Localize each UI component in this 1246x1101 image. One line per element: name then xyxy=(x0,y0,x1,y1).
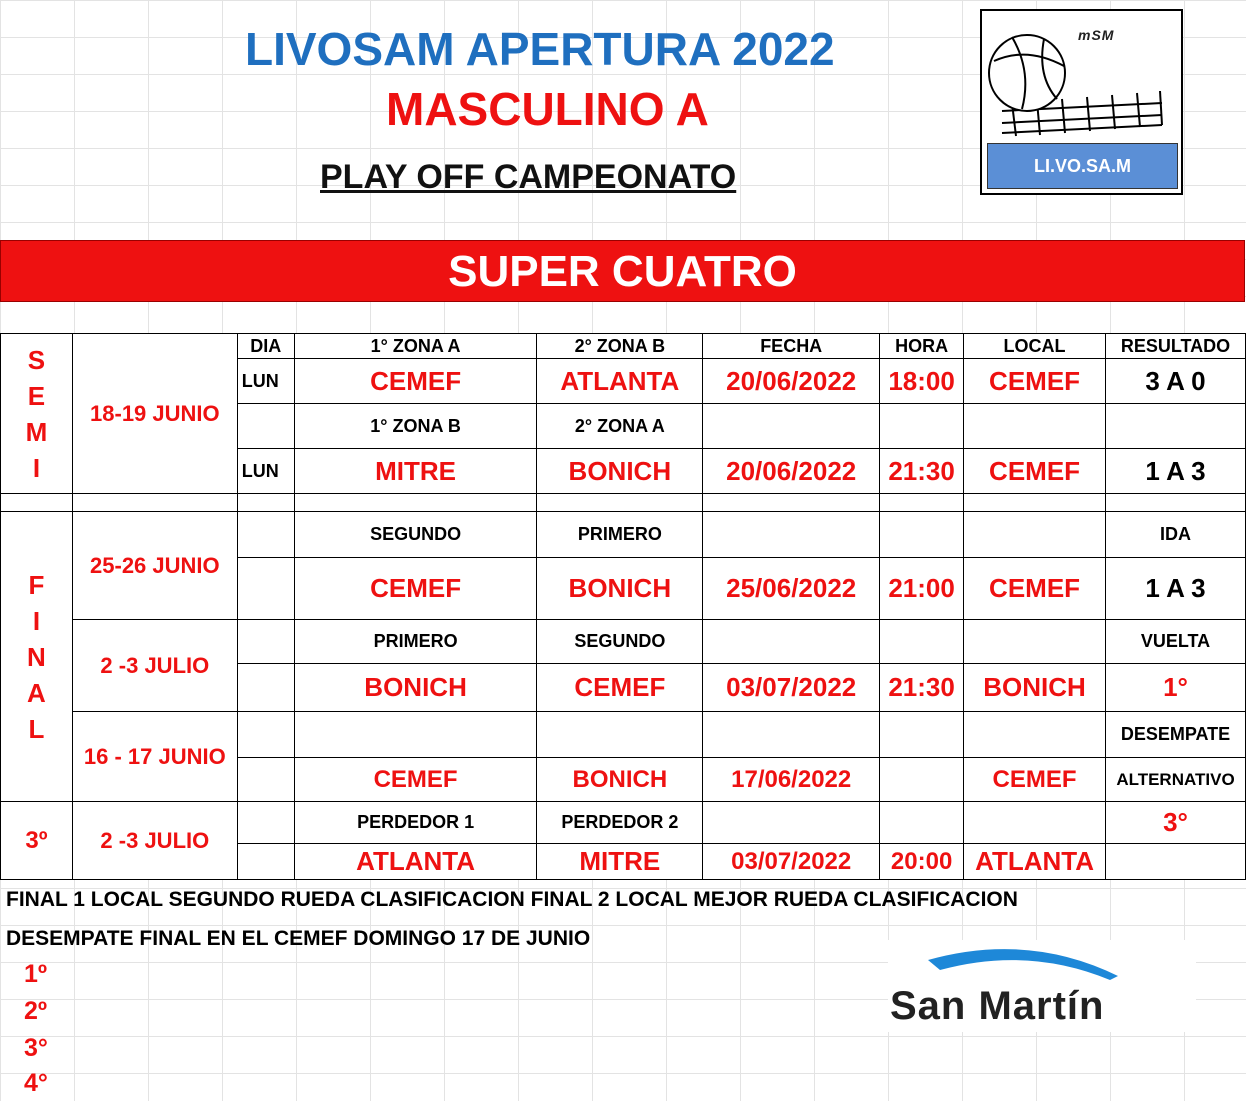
semi2-sub-away: 2° ZONA A xyxy=(537,404,703,449)
semi2-home: MITRE xyxy=(294,449,537,494)
header-hora: HORA xyxy=(880,334,964,359)
semi2-away: BONICH xyxy=(537,449,703,494)
semi2-dia: LUN xyxy=(237,449,294,494)
final1-hora: 21:00 xyxy=(880,558,964,620)
third-dates: 2 -3 JULIO xyxy=(72,802,237,880)
third-sub-home: PERDEDOR 1 xyxy=(294,802,537,844)
final1-dates: 25-26 JUNIO xyxy=(72,512,237,620)
semi1-resultado: 3 A 0 xyxy=(1106,359,1246,404)
final2-fecha: 03/07/2022 xyxy=(703,664,880,712)
position-3: 3° xyxy=(24,1034,48,1062)
sponsor-logo xyxy=(888,940,1196,1032)
third-home: ATLANTA xyxy=(294,844,537,880)
page-subtitle: MASCULINO A xyxy=(386,83,709,135)
final1-tag: IDA xyxy=(1106,512,1246,558)
final3-dates: 16 - 17 JUNIO xyxy=(72,712,237,802)
final1-fecha: 25/06/2022 xyxy=(703,558,880,620)
third-fecha: 03/07/2022 xyxy=(703,844,880,880)
final2-sub-away: SEGUNDO xyxy=(537,620,703,664)
position-1: 1º xyxy=(24,960,48,988)
semi1-dia: LUN xyxy=(237,359,294,404)
semi1-fecha: 20/06/2022 xyxy=(703,359,880,404)
final2-tag: VUELTA xyxy=(1106,620,1246,664)
final1-away: BONICH xyxy=(537,558,703,620)
semi2-resultado: 1 A 3 xyxy=(1106,449,1246,494)
note-line-1: FINAL 1 LOCAL SEGUNDO RUEDA CLASIFICACION FINAL 2 LOCAL MEJOR RUEDA CLASIFICACION xyxy=(6,888,1018,911)
position-4: 4° xyxy=(24,1069,48,1097)
league-logo xyxy=(980,9,1183,195)
final3-fecha: 17/06/2022 xyxy=(703,758,880,802)
final2-resultado: 1° xyxy=(1106,664,1246,712)
note-line-2: DESEMPATE FINAL EN EL CEMEF DOMINGO 17 DE JUNIO xyxy=(6,927,591,950)
header-fecha: FECHA xyxy=(703,334,880,359)
final3-tag2: ALTERNATIVO xyxy=(1106,758,1246,802)
semi1-away: ATLANTA xyxy=(537,359,703,404)
third-sub-away: PERDEDOR 2 xyxy=(537,802,703,844)
semi1-home: CEMEF xyxy=(294,359,537,404)
semi2-sub-home: 1° ZONA B xyxy=(294,404,537,449)
final2-sub-home: PRIMERO xyxy=(294,620,537,664)
playoff-table xyxy=(0,333,1246,880)
page-title: LIVOSAM APERTURA 2022 xyxy=(245,23,835,75)
third-away: MITRE xyxy=(537,844,703,880)
final3-local: CEMEF xyxy=(964,758,1106,802)
final1-resultado: 1 A 3 xyxy=(1106,558,1246,620)
final-label: F I N A L xyxy=(1,512,73,802)
third-local: ATLANTA xyxy=(964,844,1106,880)
semi2-fecha: 20/06/2022 xyxy=(703,449,880,494)
arc-logo-icon xyxy=(888,940,1196,990)
header-zona-b2: 2° ZONA B xyxy=(537,334,703,359)
position-2: 2º xyxy=(24,997,48,1025)
semi1-local: CEMEF xyxy=(964,359,1106,404)
final2-local: BONICH xyxy=(964,664,1106,712)
final1-sub-home: SEGUNDO xyxy=(294,512,537,558)
semi2-local: CEMEF xyxy=(964,449,1106,494)
final3-away: BONICH xyxy=(537,758,703,802)
semi1-hora: 18:00 xyxy=(880,359,964,404)
super-cuatro-banner: SUPER CUATRO xyxy=(0,240,1245,302)
final2-home: BONICH xyxy=(294,664,537,712)
third-hora: 20:00 xyxy=(880,844,964,880)
final3-tag: DESEMPATE xyxy=(1106,712,1246,758)
header-resultado: RESULTADO xyxy=(1106,334,1246,359)
final1-home: CEMEF xyxy=(294,558,537,620)
final2-away: CEMEF xyxy=(537,664,703,712)
semi-dates: 18-19 JUNIO xyxy=(72,334,237,494)
final1-local: CEMEF xyxy=(964,558,1106,620)
semi-label: S E M I xyxy=(1,334,73,494)
section-title: PLAY OFF CAMPEONATO xyxy=(320,158,737,196)
sponsor-name: San Martín xyxy=(890,984,1105,1028)
semi2-hora: 21:30 xyxy=(880,449,964,494)
final3-home: CEMEF xyxy=(294,758,537,802)
final2-dates: 2 -3 JULIO xyxy=(72,620,237,712)
header-local: LOCAL xyxy=(964,334,1106,359)
header-dia: DIA xyxy=(237,334,294,359)
header-zona-a1: 1° ZONA A xyxy=(294,334,537,359)
final2-hora: 21:30 xyxy=(880,664,964,712)
third-label: 3º xyxy=(1,802,73,880)
final1-sub-away: PRIMERO xyxy=(537,512,703,558)
logo-label: LI.VO.SA.M xyxy=(987,143,1178,189)
logo-tag: mSM xyxy=(1078,27,1115,43)
third-resultado: 3° xyxy=(1106,802,1246,844)
